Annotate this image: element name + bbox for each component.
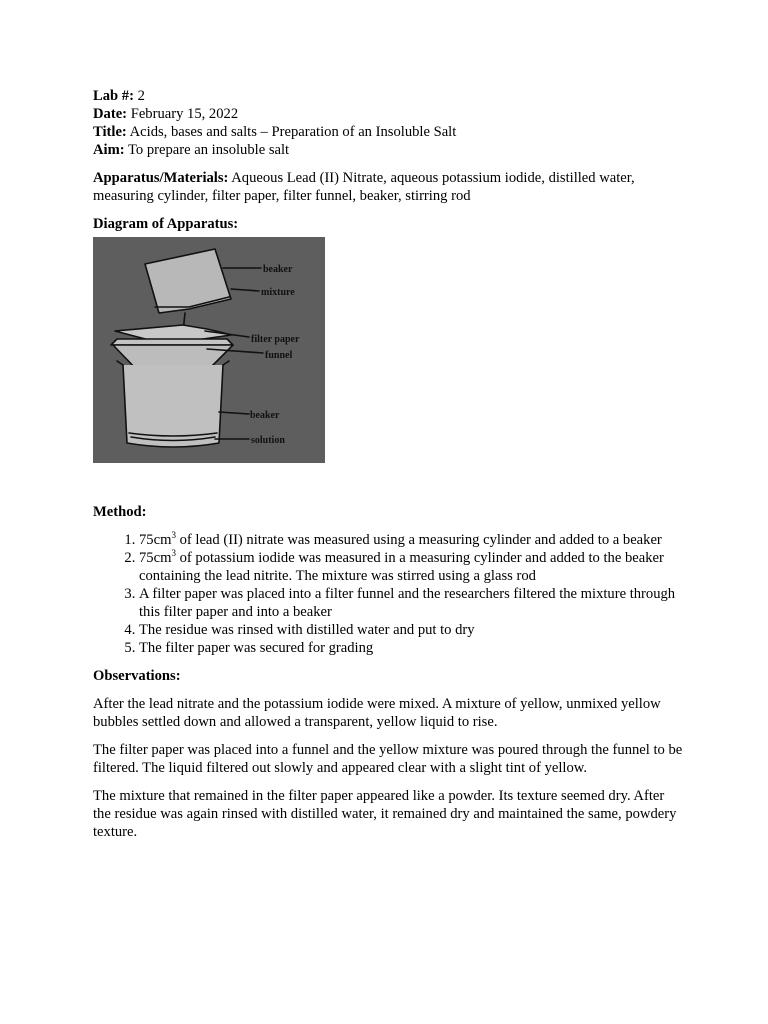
date-value: February 15, 2022 bbox=[130, 106, 239, 122]
apparatus-label: Apparatus/Materials: bbox=[93, 170, 229, 186]
method-step: 3. A filter paper was placed into a filter funnel and the researchers filtered the mixture through this filter paper and into a beaker bbox=[139, 585, 683, 621]
label-beaker-top: beaker bbox=[263, 264, 293, 275]
method-step: 4. The residue was rinsed with distilled water and put to dry bbox=[139, 621, 683, 639]
method-step: 2. $75cm^3$ of potassium iodide was measured in a measuring cylinder and added to the beaker containing the lead nitrite. The mixture was stirred using a glass rod bbox=[139, 549, 683, 585]
label-mixture: mixture bbox=[261, 287, 295, 298]
method-step: 5. The filter paper was secured for grading bbox=[139, 639, 683, 657]
observation-paragraph-2: The filter paper was placed into a funnel and the yellow mixture was poured through the funnel to be filtered. The liquid filtered out slowly and appeared clear with a slight tint of yellow. bbox=[93, 742, 683, 776]
lab-number-line bbox=[93, 87, 683, 105]
observation-paragraph-1: After the lead nitrate and the potassium iodide were mixed. A mixture of yellow, unmixed yellow bubbles settled down and allowed a transparent, yellow liquid to rise. bbox=[93, 696, 661, 730]
lab-number-label: Lab #: bbox=[93, 88, 134, 104]
title-line bbox=[93, 123, 683, 141]
apparatus-paragraph bbox=[93, 169, 683, 205]
aim-value: To prepare an insoluble salt bbox=[128, 142, 290, 158]
label-funnel: funnel bbox=[265, 350, 293, 361]
aim-label: Aim: bbox=[93, 142, 125, 158]
lab-report bbox=[93, 87, 683, 851]
apparatus-diagram bbox=[93, 237, 325, 463]
label-beaker-bottom: beaker bbox=[250, 410, 280, 421]
method-heading: Method: bbox=[93, 504, 147, 520]
apparatus-diagram-drawing bbox=[93, 237, 325, 463]
method-steps bbox=[93, 531, 683, 657]
observation-paragraph-3: The mixture that remained in the filter paper appeared like a powder. Its texture seemed dry. After the residue was again rinsed with distilled water, it remained dry and maintained the same, powdery texture. bbox=[93, 788, 677, 840]
label-solution: solution bbox=[251, 435, 285, 446]
label-filter-paper: filter paper bbox=[251, 334, 300, 345]
aim-line bbox=[93, 141, 683, 159]
method-step: 1. $75cm^3$ of lead (II) nitrate was measured using a measuring cylinder and added to a beaker bbox=[139, 531, 683, 549]
observations-heading: Observations: bbox=[93, 668, 181, 684]
date-line bbox=[93, 105, 683, 123]
title-label: Title: bbox=[93, 124, 127, 140]
apparatus-text: Aqueous Lead (II) Nitrate, aqueous potassium iodide, distilled water, measuring cylinder, filter paper, filter funnel, beaker, stirring rod bbox=[93, 170, 635, 204]
diagram-heading: Diagram of Apparatus: bbox=[93, 216, 239, 232]
title-value: Acids, bases and salts – Preparation of an Insoluble Salt bbox=[129, 124, 457, 140]
lab-number-value: 2 bbox=[137, 88, 145, 104]
date-label: Date: bbox=[93, 106, 128, 122]
